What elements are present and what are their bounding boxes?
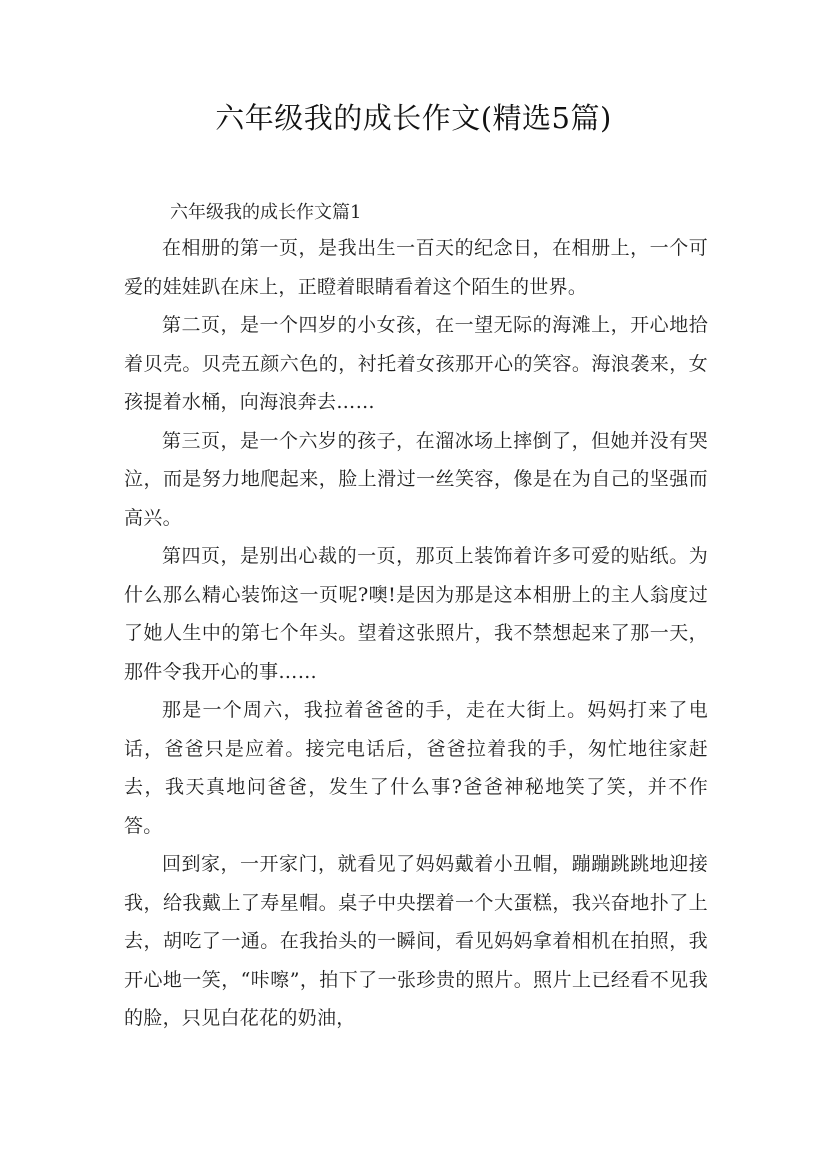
paragraph: 那是一个周六，我拉着爸爸的手，走在大街上。妈妈打来了电话，爸爸只是应着。接完电话后，爸爸拉着我的手，匆忙地往家赶去，我天真地问爸爸，发生了什么事?爸爸神秘地笑了笑，并不作答。: [124, 699, 708, 837]
paragraph: 回到家，一开家门，就看见了妈妈戴着小丑帽，蹦蹦跳跳地迎接我，给我戴上了寿星帽。桌子中央摆着一个大蛋糕，我兴奋地扑了上去，胡吃了一通。在我抬头的一瞬间，看见妈妈拿着相机在拍照，我开心地一笑，“咔嚓”，拍下了一张珍贵的照片。照片上已经看不见我的脸，只见白花花的奶油，: [124, 853, 708, 1029]
paragraph: 在相册的第一页，是我出生一百天的纪念日，在相册上，一个可爱的娃娃趴在床上，正瞪着眼睛看着这个陌生的世界。: [124, 237, 708, 298]
section-heading: 六年级我的成长作文篇1: [170, 202, 362, 223]
paragraph: 第四页，是别出心裁的一页，那页上装饰着许多可爱的贴纸。为什么那么精心装饰这一页呢?噢!是因为那是这本相册上的主人翁度过了她人生中的第七个年头。望着这张照片，我不禁想起来了那一天，那件令我开心的事……: [124, 545, 708, 683]
paragraph: 第二页，是一个四岁的小女孩，在一望无际的海滩上，开心地拾着贝壳。贝壳五颜六色的，衬托着女孩那开心的笑容。海浪袭来，女孩提着水桶，向海浪奔去……: [124, 314, 708, 413]
document-title: 六年级我的成长作文(精选5篇): [215, 101, 612, 135]
document-body: [124, 229, 708, 1038]
paragraph: 第三页，是一个六岁的孩子，在溜冰场上摔倒了，但她并没有哭泣，而是努力地爬起来，脸上滑过一丝笑容，像是在为自己的坚强而高兴。: [124, 429, 708, 529]
